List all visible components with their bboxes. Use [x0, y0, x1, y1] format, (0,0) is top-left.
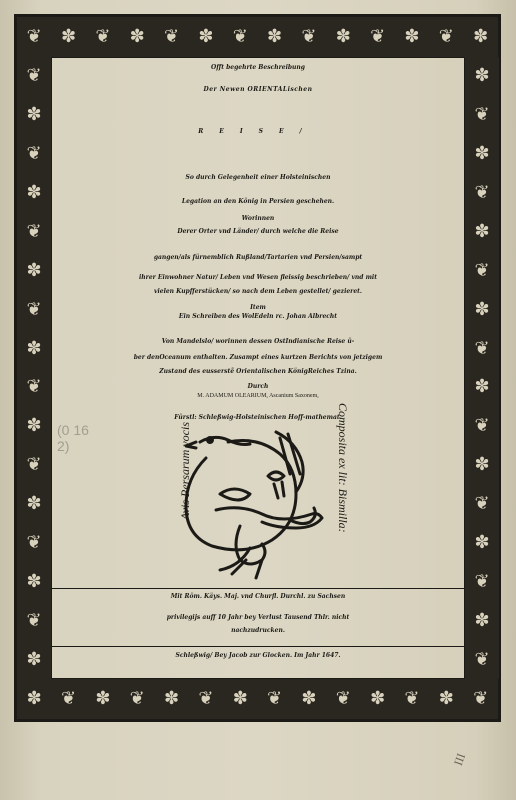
privilege-line: Mit Röm. Käys. Maj. vnd Churfl. Durchl. zu Sachsen	[170, 593, 346, 600]
imprint-line: Schleßwig/ Bey Jacob zur Glocken. Im Jahr 1647.	[175, 652, 341, 659]
bird-calligram-emblem-icon	[180, 420, 340, 590]
text-line: Von Mandelslo/ worinnen dessen OstIndianische Reise ü-	[161, 338, 355, 345]
title-line: Der Newen ORIENTALischen	[203, 86, 313, 93]
ornament-border-left: ❦ ✽ ❦ ✽ ❦ ✽ ❦ ✽ ❦ ✽ ❦ ✽ ❦ ✽ ❦ ✽	[17, 57, 51, 679]
text-line: gangen/als fürnemblich Rußland/Tartarien vnd Persien/sampt	[153, 254, 363, 261]
text-line: vielen Kupfferstücken/ so nach dem Leben gestellet/ gezieret.	[153, 288, 363, 295]
text-line: Item	[250, 304, 266, 311]
text-line: Derer Orter vnd Länder/ durch welche die Reise	[177, 228, 339, 235]
text-line: So durch Gelegenheit einer Holsteinischen	[185, 174, 331, 181]
rule-lower	[51, 646, 465, 647]
ornament-border-top: ❦ ✽ ❦ ✽ ❦ ✽ ❦ ✽ ❦ ✽ ❦ ✽ ❦ ✽	[17, 17, 498, 57]
title-reise: REISE/	[198, 128, 318, 135]
text-line: ihrer Einwohner Natur/ Leben vnd Wesen fleissig beschrieben/ vnd mit	[139, 274, 377, 281]
privilege-line: privilegijs auff 10 Jahr bey Verlust Tausend Thlr. nicht	[166, 614, 350, 621]
text-line: Worinnen	[241, 215, 275, 222]
author-line: M. ADAMUM OLEARIUM, Ascanium Saxonem,	[197, 393, 319, 399]
faint-shelfmark: (0 16 2)	[57, 422, 89, 454]
text-line: Durch	[247, 383, 269, 390]
text-line: Legation an den König in Persien geschehen.	[181, 198, 335, 205]
text-line: Zustand des eusserstẽ Orientalischen KönigReiches Tzina.	[159, 368, 357, 375]
text-line: ber denOceanum enthalten. Zusampt eines kurtzen Berichts von jetzigem	[133, 354, 383, 361]
library-stamp: III	[450, 751, 469, 768]
author-title-line: Fürstl: Schleßwig-Holsteinischen Hoff-mathemat.	[174, 414, 342, 421]
privilege-line: nachzudrucken.	[231, 627, 285, 634]
subtitle-line: Offt begehrte Beschreibung	[211, 64, 305, 71]
emblem-caption-left: Avis Persarum vocis	[178, 422, 192, 520]
rule-upper	[51, 588, 465, 589]
ornament-border-right: ✽ ❦ ✽ ❦ ✽ ❦ ✽ ❦ ✽ ❦ ✽ ❦ ✽ ❦ ✽ ❦	[465, 57, 499, 679]
ornament-border-bottom: ✽ ❦ ✽ ❦ ✽ ❦ ✽ ❦ ✽ ❦ ✽ ❦ ✽ ❦	[17, 679, 498, 719]
text-line: Ein Schreiben des WolEdeln rc. Johan Albrecht	[178, 313, 338, 320]
emblem-caption-right: Composita ex lit: Bismilla:	[336, 403, 350, 533]
